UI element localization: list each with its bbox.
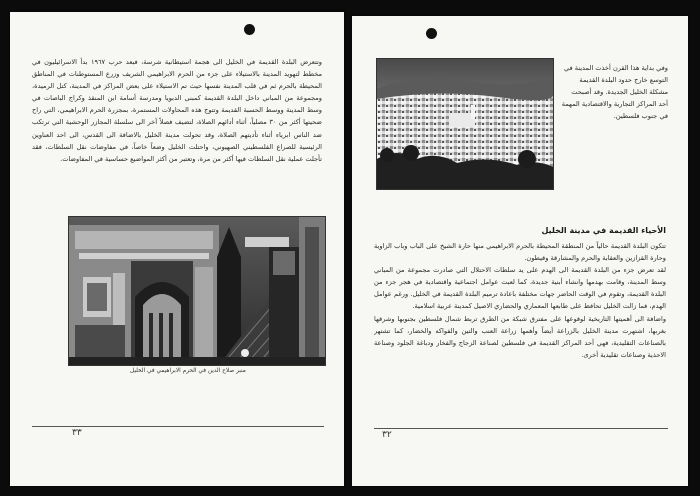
paragraph-2: لقد تعرض جزء من البلدة القديمة الى الهدم على يد سلطات الاحتلال التي صادرت مجموعة من المباني وسط المدينة، وقامت بهدمها وانشاء أبنية جديدة، كما لعبت عوامل اجتماعية واقتصادية في هجر جزء من البلدة القديمة، وتقوم في الوقت الحاضر جهات مختلفة باعادة ترميم البلدة القديمة في الخليل. ورغم عوامل الهدم، فما زالت الخليل تحافظ على طابعها المعماري والحضاري الاصيل كمدينة عربية اسلامية. [374,266,666,311]
binder-hole [244,24,255,35]
hebron-city-photo [376,58,554,190]
left-page-paragraph: وتتعرض البلدة القديمة في الخليل الى هجمة استيطانية شرسة، فبعد حرب ١٩٦٧ بدأ الاسرائيليون في مخطط لتهويد المدينة بالاستيلاء على جزء من الحرم الابراهيمي الشريف وزرع المستوطنات في المناطق المحيطة بالحرم ثم في قلب المدينة نفسها حيث تم الاستيلاء على بعض المراكز في المدينة، كتل الرميدة، ومجموعة من المباني داخل البلدة القديمة كمبنى الدبويا ومدرسة أسامة ابن المنقذ وكراج الباصات في وسط المدينة ووسط الحسبة القديمة وتتوج هذه المحاولات المستمرة، بمجزرة الحرم الابراهيمي، التي راح ضحيتها أكثر من ٣٠ مصلياً، أثناء أدائهم الصلاة، لتضيف فصلاً آخر الى سلسلة المجازر الوحشية التي ترتكب ضد الناس ابرياء أثناء تأديتهم الصلاة، وقد تحولت مدينة الخليل بالاضافة الى القدس، الى احد العناوين الرئيسية للصراع الفلسطيني الصهيوني، واحتلت الخليل وضعاً خاصاً، في مفاوضات نقل السلطات، فقد تأجلت عملية نقل السلطات فيها أكثر من مرة، وتعتبر من أكثر المواضيع حساسية في المفاوضات. [32,58,322,163]
photo-caption: منبر صلاح الدين في الحرم الابراهيمي في الخليل [130,368,246,374]
minbar-photo [68,216,326,366]
paragraph-3: واضافة الى أهميتها التاريخية لوقوعها على مفترق شبكة من الطرق تربط شمال فلسطين بجنوبها وشرقها بغربها، اشتهرت مدينة الخليل بالزراعة أيضاً وأهمها زراعة العنب والتين والفواكه والخضار، كما تشتهر بالصناعات التقليدية، فهي أحد المراكز القديمة في فلسطين لصناعة الزجاج والفخار ودباغة الجلود وصناعة الاحذية وصناعات تقليدية أخرى. [374,314,666,359]
footer-rule [374,428,668,429]
paragraph-1: تتكون البلدة القديمة حالياً من المنطقة المحيطة بالحرم الابراهيمي منها حارة الشيخ على الباب وباب الزاوية وحارة القزازين والعقابة والحرم والمشارقة وقيطون. [374,242,666,263]
hebron-city-illustration [377,59,553,189]
binder-hole [426,28,437,39]
right-page [352,16,688,486]
left-page [10,12,344,486]
page-number: ٣٣ [72,428,82,438]
intro-paragraph: وفي بداية هذا القرن أخذت المدينة في التوسع خارج حدود البلدة القديمة مشكلة الخليل الجديدة. وقد أصبحت أحد المراكز التجارية والاقتصادية المهمة في جنوب فلسطين. [561,64,668,121]
section-body [374,240,666,428]
minbar-photo-illustration [69,217,325,365]
page-number: ٣٢ [382,430,392,440]
footer-rule [32,426,324,427]
section-heading: الأحياء القديمة في مدينة الخليل [541,226,666,235]
